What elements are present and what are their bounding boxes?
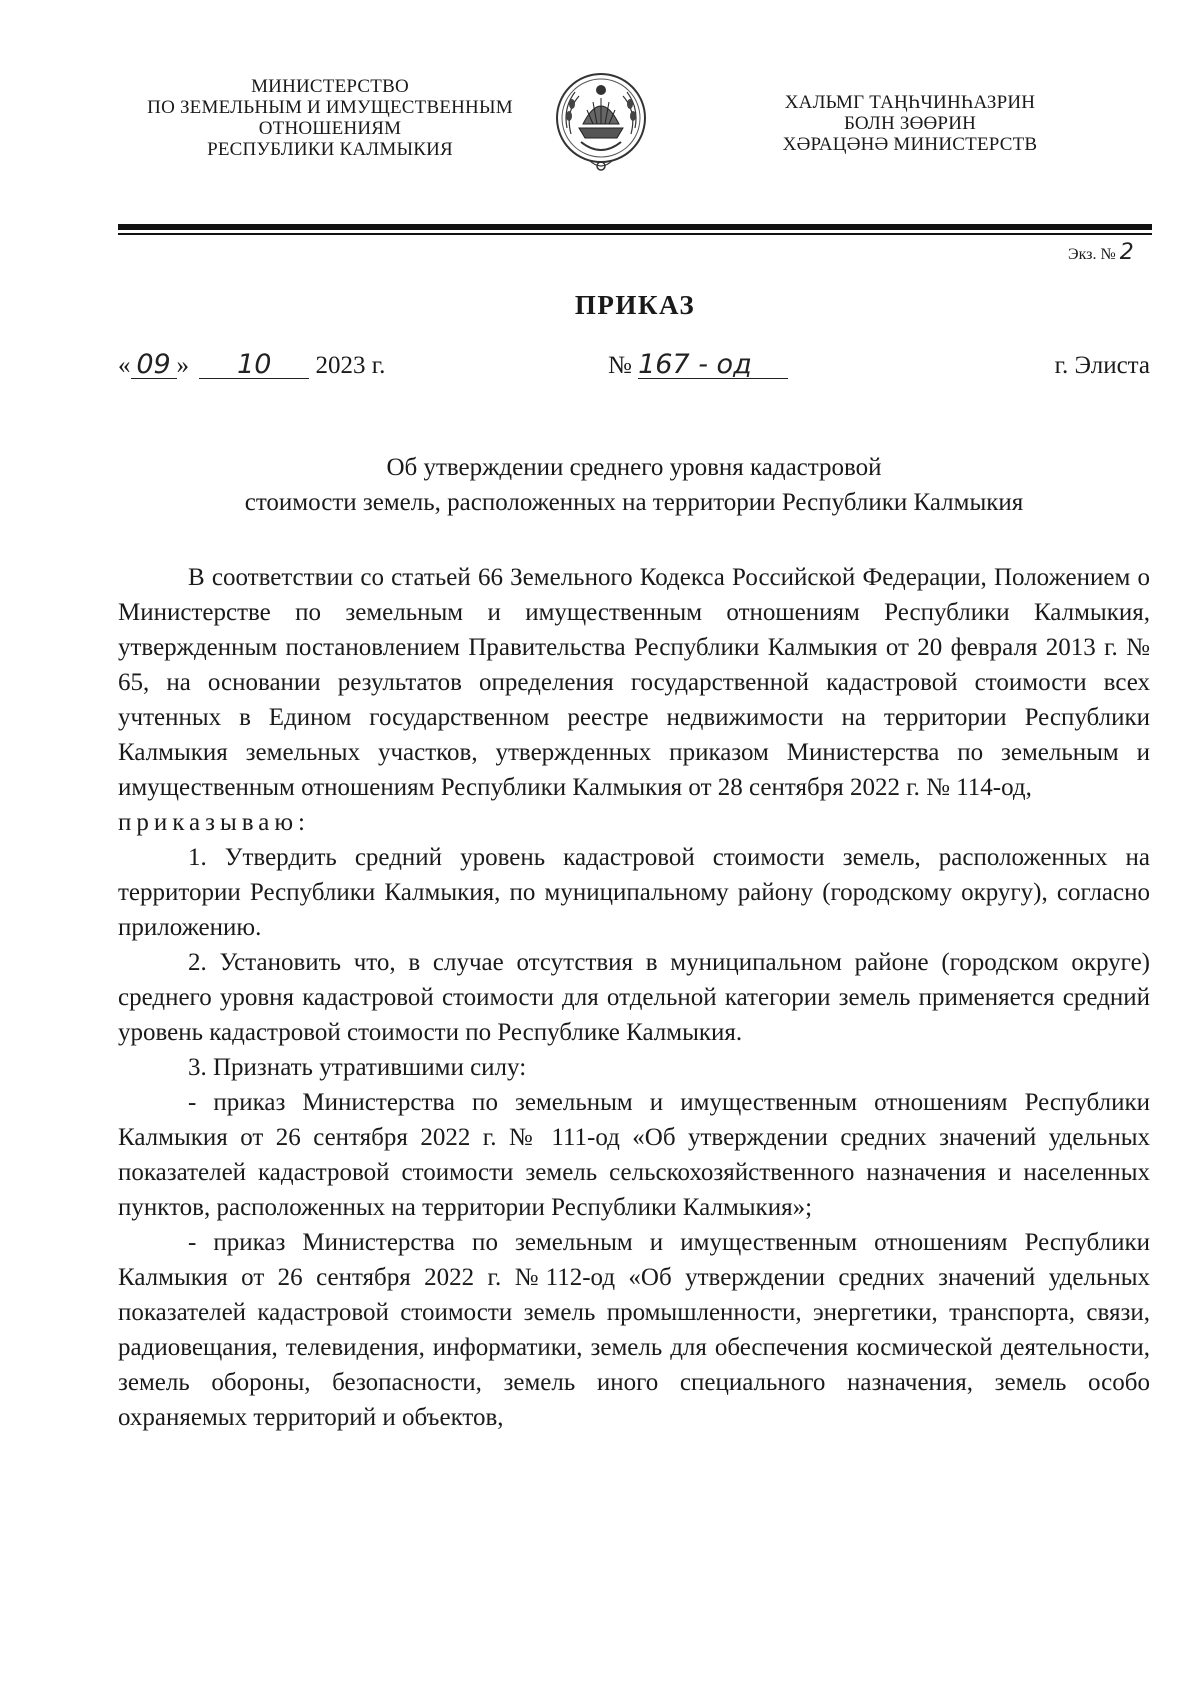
order-city: г. Элиста [1054,352,1150,379]
date-quote: « [118,352,131,379]
ministry-name-line: ОТНОШЕНИЯМ [258,118,402,139]
document-title: ПРИКАЗ [574,290,696,320]
ministry-name-line: ХӘРАЦӘНӘ МИНИСТЕРСТВ [782,134,1038,155]
order-item-3: 3. Признать утратившими силу: [188,1054,527,1081]
repealed-order-111: - приказ Министерства по земельным и имущественным отношениям Республики Калмыкия от 26 сентября 2022 г. № 111-од «Об утверждении средних значений удельных показателей кадастровой стоимости земель сельскохозяйственного назначения и населенных пунктов, расположенных на территории Республики Калмыкия»; [118,1089,1150,1221]
copy-number-value: 2 [1119,240,1134,265]
order-word: приказываю: [118,809,310,836]
order-number-label: № [608,352,632,379]
coat-of-arms-emblem [553,68,649,174]
date-day: 09 [131,352,177,379]
ministry-name-line: МИНИСТЕРСТВО [251,76,409,97]
order-subject [118,450,1150,520]
ministry-name-russian [140,76,520,160]
order-item-1: 1. Утвердить средний уровень кадастровой стоимости земель, расположенных на территории Республики Калмыкия, по муниципальному району (городскому округу), согласно приложению. [118,844,1150,941]
ministry-name-kalmyk [760,92,1060,155]
ministry-name-line: РЕСПУБЛИКИ КАЛМЫКИЯ [207,139,453,160]
copy-number [1068,240,1134,265]
order-date [118,349,386,380]
order-meta-row [118,349,1150,392]
order-body [118,560,1150,1435]
copy-number-label: Экз. № [1068,246,1116,263]
ministry-name-line: БОЛН ЗӨӨРИН [843,113,977,134]
date-quote: » [176,352,189,379]
order-item-2: 2. Установить что, в случае отсутствия в муниципальном районе (городском округе) среднего уровня кадастровой стоимости для отдельной категории земель применяется средний уровень кадастровой стоимости по Республике Калмыкия. [118,949,1150,1046]
header-divider [118,224,1152,230]
order-number [608,349,788,380]
date-year: 2023 г. [315,352,386,379]
subject-line: Об утверждении среднего уровня кадастровой [386,454,882,481]
ministry-name-line: ПО ЗЕМЕЛЬНЫМ И ИМУЩЕСТВЕННЫМ [147,97,513,118]
preamble-paragraph: В соответствии со статьей 66 Земельного Кодекса Российской Федерации, Положением о Министерстве по земельным и имущественным отношениям Республики Калмыкия, утвержденным постановлением Правительства Республики Калмыкия от 20 февраля 2013 г. № 65, на основании результатов определения государственной кадастровой стоимости всех учтенных в Едином государственном реестре недвижимости на территории Республики Калмыкия земельных участков, утвержденных приказом Министерства по земельным и имущественным отношениям Республики Калмыкия от 28 сентября 2022 г. № 114-од, [118,564,1150,801]
header-divider-thin [118,233,1152,235]
order-number-value: 167 - од [638,352,788,379]
date-month: 10 [199,352,309,379]
subject-line: стоимости земель, расположенных на территории Республики Калмыкия [244,489,1024,516]
ministry-name-line: ХАЛЬМГ ТАҢҺЧИНҺАЗРИН [784,92,1036,113]
repealed-order-112: - приказ Министерства по земельным и имущественным отношениям Республики Калмыкия от 26 сентября 2022 г. №112-од «Об утверждении средних значений удельных показателей кадастровой стоимости земель промышленности, энергетики, транспорта, связи, радиовещания, телевидения, информатики, земель для обеспечения космической деятельности, земель обороны, безопасности, земель иного специального назначения, земель особо охраняемых территорий и объектов, [118,1229,1150,1431]
